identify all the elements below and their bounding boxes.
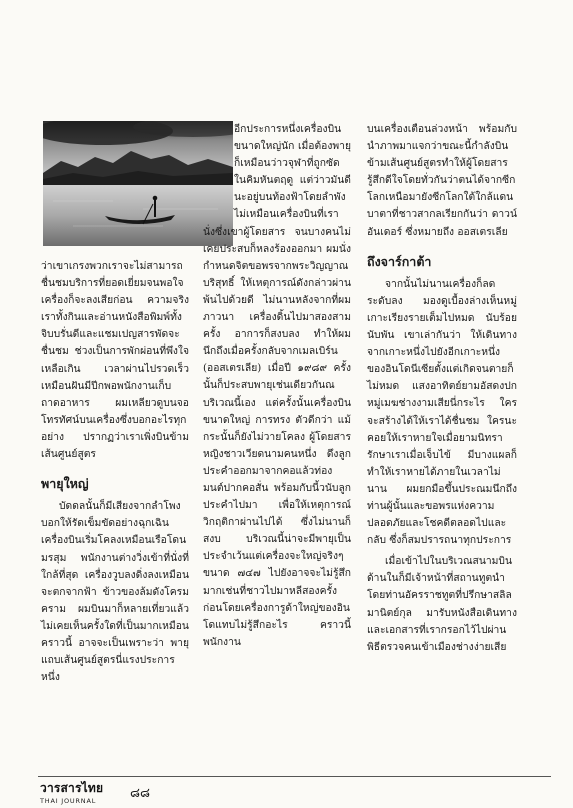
col2-paragraph-body: นั่งซึ่งเขาผู้โดยสาร จนบางคนไม่เคยประสบก็หลงร้องออกมา ผมนั่งกำหนดจิตขอพรจากพระวิญญาณบริสุทธิ์ ให้เหตุการณ์ดังกล่าวผ่านพ้นไปด้วยดี ไม่นานหลังจากที่ผมภาวนา เครื่องดิ้นไปมาสองสามครั้ง อาการก็สงบลง ทำให้ผมนึกถึงเมื่อครั้งกลับจากเมลเบิร์น (ออสเตรเลีย) เมื่อปี ๑๙๘๙ ครั้งนั้นก็ประสบพายุเช่นเดียวกันณ บริเวณนี้เอง แต่ครั้งนั้นเครื่องบินขนาดใหญ่ การทรง ตัวดีกว่า แม้กระนั้นก็ยังไม่วายโคลง ผู้โดยสารหญิงชาวเวียดนามคนหนึ่ง ดึงลูกประคำออกมาจากคอแล้วท่องมนต์ปากคอสั่น พร้อมกับนี้วนับลูกประคำไปมา เพื่อให้เหตุการณ์วิกฤติกาผ่านไปได้ ซึ่งไม่นานก็สงบ บริเวณนี้น่าจะมีพายุเป็นประจำเว้นแต่เครื่องจะใหญ่จริงๆ ขนาด ๗๔๗ ไปยังอาจจะไม่รู้สึกมากเช่นที่ชาวไปมาหลีสองครั้งก่อนโดยเครื่องการูด้าใหญ่ของอินโดแทบไม่รู้สึกอะไร คราวนี้พนักงาน — [203, 225, 351, 648]
column-3 — [367, 121, 517, 656]
thai-journal-logo — [40, 779, 120, 803]
col1-paragraph-1: ว่าเขาเกรงพวกเราจะไม่สามารถชื่นชมบริการที่ยอดเยี่ยมจนพอใจเครื่องก็จะลงเสียก่อน ความจริงเราทั้งกินและอ่านหนังสือพิมพ์ทั้งจิบบรั่นดีและแชมเปญสารพัดจะชื่นชม ช่วงเป็นการพักผ่อนที่พึงใจเหลือเกิน เวลาผ่านไปรวดเร็วเหมือนฝันมีปีกพอพนักงานเก็บถาดอาหาร ผมเหลียวดูบนจอโทรทัศน์บนเครื่องซึ่งบอกอะไรทุกอย่าง ปรากฏว่าเราเพิ่งบินข้ามเส้นศูนย์สูตร — [41, 260, 189, 461]
col2-top-text — [234, 121, 351, 224]
logo-main-text: วารสารไทย — [40, 781, 104, 795]
section-heading-storm: พายุใหญ่ — [41, 476, 89, 492]
logo-sub-text: THAI JOURNAL — [40, 797, 97, 805]
column-1 — [41, 258, 189, 686]
col3-paragraph-2: เมื่อเข้าไปในบริเวณสนามบินด้านในก็มีเจ้าหน้าที่สถานทูตนำโดยท่านอัครราชทูตที่ปรึกษาสลิลมานิตย์กุล มารับหนังสือเดินทางและเอกสารที่เรากรอกไว้ไปผ่านพิธีตรวจคนเข้าเมืองช่างง่ายเสีย — [367, 555, 517, 653]
page-number: ๘๘ — [130, 786, 151, 801]
col3-top-paragraph: บนเครื่องเตือนล่วงหน้า พร้อมกับนำภาพมาแจกว่าขณะนี้กำลังบินข้ามเส้นศูนย์สูตรทำให้ผู้โดยสารรู้สึกดีใจโดยทั่วกันว่าตนได้จากซีกโลกเหนือมายังซีกโลกใต้ใกล้แดนบาตาที่ชาวสากลเรียกกันว่า ดาวน์อันเดอร์ ซึ่งหมายถึง ออสเตรเลีย — [367, 123, 517, 238]
col2-top-paragraph: อีกประการหนึ่งเครื่องบินขนาดใหญ่นัก เมื่อต้องพายุก็เหมือนว่าวจุฬาที่ถูกซัดในคิมหันตฤดู แต่ว่าวมันดีนะอยู่บนท้องฟ้าโดยลำพัง ไม่เหมือนเครื่องบินที่เรา — [234, 123, 351, 221]
footer-rule — [38, 776, 551, 777]
column-2 — [203, 121, 351, 651]
col3-paragraph-1: จากนั้นไม่นานเครื่องก็ลดระดับลง มองดูเบื้องล่างเห็นหมู่เกาะเรียงรายเต็มไปหมด นับร้อยนับพัน เขาเล่ากันว่า ให้เดินทางจากเกาะหนึ่งไปยังอีกเกาะหนึ่งของอินโดนีเซียตั้งแต่เกิดจนตายก็ไม่หมด แสงอาทิตย์ยามอัสดงปกหมู่เมฆช่างงามเสียนี่กระไร ใครจะสร้างได้ให้เราได้ชื่นชม ใครนะคอยให้เราหายใจเมื่อยามนิทรา รักษาเราเมื่อเจ็บไข้ มีบางแผลก็ทำให้เราหายได้ภายในเวลาไม่นาน ผมยกมือขึ้นประณมนึกถึงท่านผู้นั้นและขอพรแห่งความปลอดภัยและโชคดีตลอดไปและกลับ ซึ่งก็สมปรารถนาทุกประการ — [367, 277, 517, 547]
col1-paragraph-2: บัดดลนั้นก็มีเสียงจากลำโพงบอกให้รัดเข็มขัดอย่างฉุกเฉินเครื่องบินเริ่มโคลงเหมือนเรือโดนมรสุม พนักงานต่างวิ่งเข้าที่นั่งที่ใกล้ที่สุด เครื่องวูบลงดิ่งลงเหมือนจะตกจากฟ้า ข้าวของล้มดังโครมคราม ผมบินมาก็หลายเที่ยวแล้วไม่เคยเห็นครั้งใดที่เป็นมากเหมือนคราวนี้ อาจจะเป็นเพราะว่า พายุแถบเส้นศูนย์สูตรนี่แรงประการหนึ่ง — [41, 500, 189, 684]
section-heading-jakarta: ถึงจาร์กาต้า — [367, 253, 432, 269]
